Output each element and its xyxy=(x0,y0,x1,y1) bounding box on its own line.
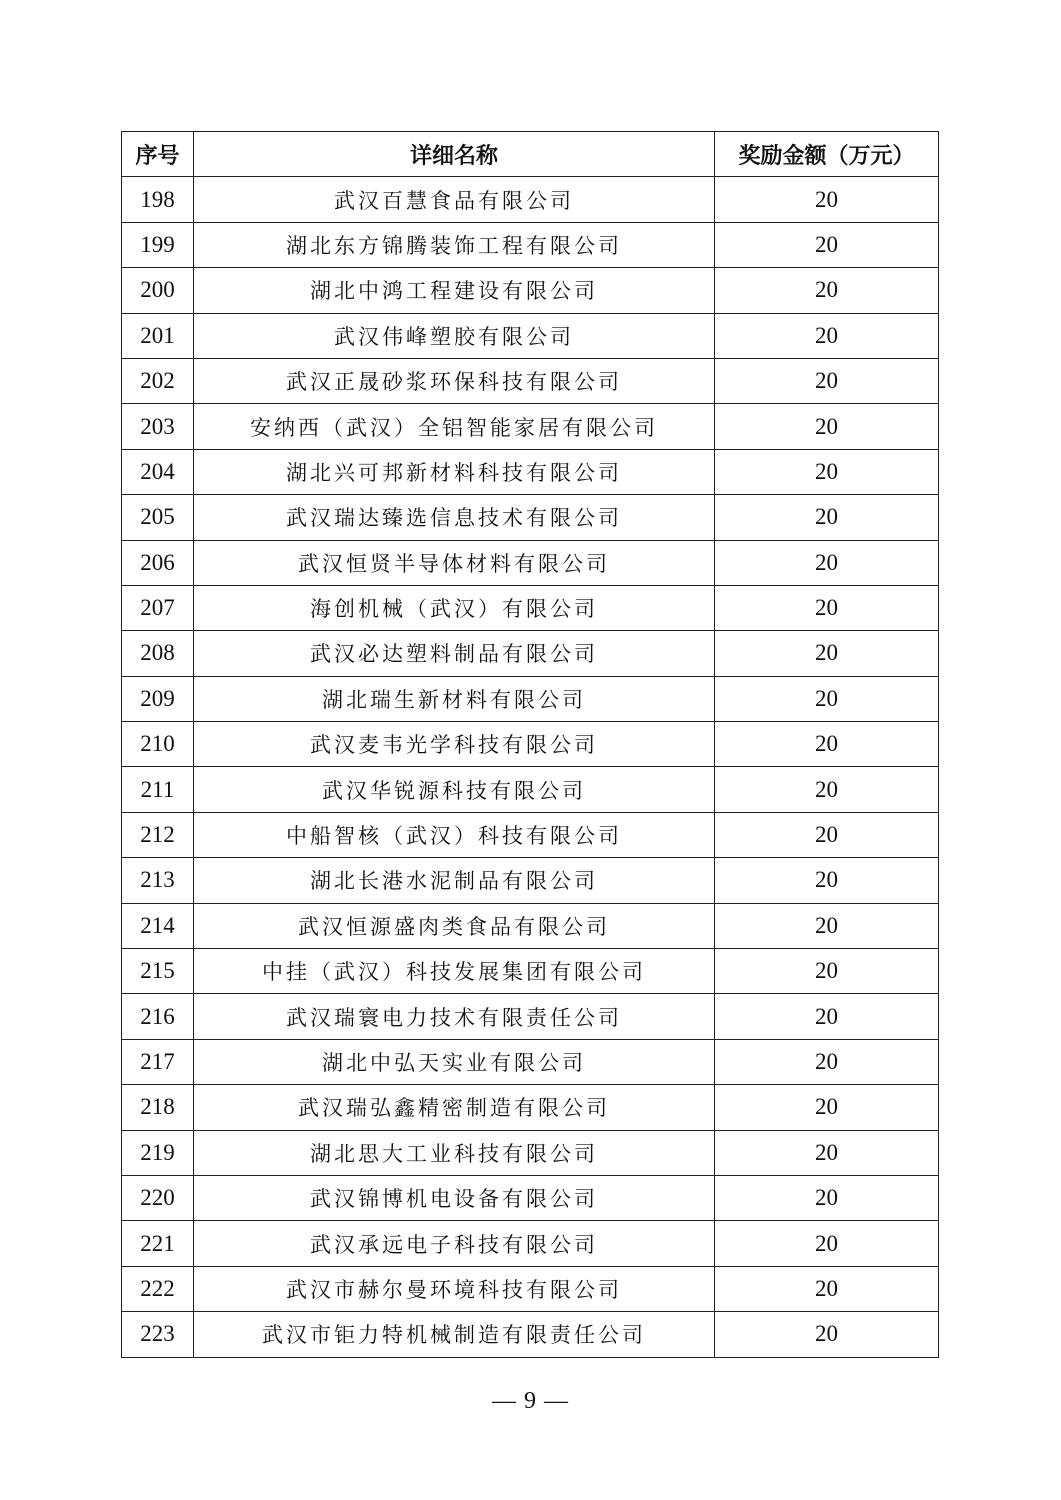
row-seq: 220 xyxy=(122,1175,194,1220)
row-company-name: 武汉市钜力特机械制造有限责任公司 xyxy=(194,1312,715,1357)
row-company-name: 湖北瑞生新材料有限公司 xyxy=(194,676,715,721)
row-award-amount: 20 xyxy=(715,1130,939,1175)
row-seq: 215 xyxy=(122,949,194,994)
row-company-name: 武汉市赫尔曼环境科技有限公司 xyxy=(194,1266,715,1311)
row-company-name: 武汉百慧食品有限公司 xyxy=(194,177,715,222)
header-name: 详细名称 xyxy=(194,132,715,177)
row-company-name: 安纳西（武汉）全铝智能家居有限公司 xyxy=(194,404,715,449)
table-row xyxy=(122,1085,939,1130)
table-row xyxy=(122,631,939,676)
row-company-name: 武汉瑞寰电力技术有限责任公司 xyxy=(194,994,715,1039)
table-row xyxy=(122,222,939,267)
row-company-name: 武汉恒贤半导体材料有限公司 xyxy=(194,540,715,585)
row-seq: 204 xyxy=(122,449,194,494)
row-award-amount: 20 xyxy=(715,1266,939,1311)
row-company-name: 武汉锦博机电设备有限公司 xyxy=(194,1175,715,1220)
table-row xyxy=(122,268,939,313)
row-company-name: 湖北东方锦腾装饰工程有限公司 xyxy=(194,222,715,267)
row-company-name: 武汉伟峰塑胶有限公司 xyxy=(194,313,715,358)
row-award-amount: 20 xyxy=(715,767,939,812)
table-row xyxy=(122,812,939,857)
table-row xyxy=(122,903,939,948)
row-company-name: 湖北中鸿工程建设有限公司 xyxy=(194,268,715,313)
row-company-name: 武汉麦韦光学科技有限公司 xyxy=(194,722,715,767)
row-award-amount: 20 xyxy=(715,540,939,585)
table-row xyxy=(122,177,939,222)
table-header-row xyxy=(122,132,939,177)
row-seq: 222 xyxy=(122,1266,194,1311)
row-award-amount: 20 xyxy=(715,994,939,1039)
row-award-amount: 20 xyxy=(715,858,939,903)
row-seq: 211 xyxy=(122,767,194,812)
row-company-name: 武汉恒源盛肉类食品有限公司 xyxy=(194,903,715,948)
table-row xyxy=(122,404,939,449)
row-seq: 202 xyxy=(122,358,194,403)
row-award-amount: 20 xyxy=(715,404,939,449)
row-award-amount: 20 xyxy=(715,585,939,630)
row-award-amount: 20 xyxy=(715,1039,939,1084)
table-row xyxy=(122,949,939,994)
row-award-amount: 20 xyxy=(715,1085,939,1130)
row-company-name: 湖北兴可邦新材料科技有限公司 xyxy=(194,449,715,494)
table-row xyxy=(122,585,939,630)
row-seq: 223 xyxy=(122,1312,194,1357)
table-row xyxy=(122,495,939,540)
row-company-name: 武汉承远电子科技有限公司 xyxy=(194,1221,715,1266)
row-company-name: 武汉正晟砂浆环保科技有限公司 xyxy=(194,358,715,403)
row-seq: 217 xyxy=(122,1039,194,1084)
row-award-amount: 20 xyxy=(715,631,939,676)
row-company-name: 武汉瑞达臻选信息技术有限公司 xyxy=(194,495,715,540)
page-number: — 9 — xyxy=(492,1388,569,1414)
row-seq: 210 xyxy=(122,722,194,767)
row-award-amount: 20 xyxy=(715,358,939,403)
row-company-name: 湖北思大工业科技有限公司 xyxy=(194,1130,715,1175)
table-row xyxy=(122,722,939,767)
table-row xyxy=(122,449,939,494)
header-seq: 序号 xyxy=(122,132,194,177)
table-row xyxy=(122,1221,939,1266)
row-company-name: 武汉瑞弘鑫精密制造有限公司 xyxy=(194,1085,715,1130)
row-award-amount: 20 xyxy=(715,676,939,721)
row-seq: 214 xyxy=(122,903,194,948)
row-award-amount: 20 xyxy=(715,903,939,948)
row-seq: 221 xyxy=(122,1221,194,1266)
row-award-amount: 20 xyxy=(715,177,939,222)
header-amount: 奖励金额（万元） xyxy=(715,132,939,177)
row-seq: 218 xyxy=(122,1085,194,1130)
row-award-amount: 20 xyxy=(715,1175,939,1220)
row-seq: 205 xyxy=(122,495,194,540)
row-seq: 201 xyxy=(122,313,194,358)
table-row xyxy=(122,1312,939,1357)
row-award-amount: 20 xyxy=(715,268,939,313)
table-row xyxy=(122,994,939,1039)
row-award-amount: 20 xyxy=(715,449,939,494)
row-company-name: 中船智核（武汉）科技有限公司 xyxy=(194,812,715,857)
row-award-amount: 20 xyxy=(715,1221,939,1266)
row-seq: 200 xyxy=(122,268,194,313)
row-seq: 219 xyxy=(122,1130,194,1175)
row-award-amount: 20 xyxy=(715,222,939,267)
row-award-amount: 20 xyxy=(715,812,939,857)
row-award-amount: 20 xyxy=(715,949,939,994)
row-seq: 198 xyxy=(122,177,194,222)
row-seq: 206 xyxy=(122,540,194,585)
row-company-name: 湖北中弘天实业有限公司 xyxy=(194,1039,715,1084)
table-row xyxy=(122,313,939,358)
row-seq: 213 xyxy=(122,858,194,903)
row-company-name: 武汉华锐源科技有限公司 xyxy=(194,767,715,812)
row-seq: 208 xyxy=(122,631,194,676)
row-award-amount: 20 xyxy=(715,1312,939,1357)
table-row xyxy=(122,1266,939,1311)
table-row xyxy=(122,358,939,403)
table-row xyxy=(122,540,939,585)
table-row xyxy=(122,1175,939,1220)
table-row xyxy=(122,1130,939,1175)
row-seq: 209 xyxy=(122,676,194,721)
row-seq: 199 xyxy=(122,222,194,267)
row-company-name: 海创机械（武汉）有限公司 xyxy=(194,585,715,630)
award-table xyxy=(121,131,939,1358)
row-company-name: 湖北长港水泥制品有限公司 xyxy=(194,858,715,903)
row-seq: 216 xyxy=(122,994,194,1039)
table-row xyxy=(122,767,939,812)
row-award-amount: 20 xyxy=(715,495,939,540)
table-row xyxy=(122,858,939,903)
table-row xyxy=(122,676,939,721)
row-award-amount: 20 xyxy=(715,313,939,358)
table-row xyxy=(122,1039,939,1084)
row-company-name: 中挂（武汉）科技发展集团有限公司 xyxy=(194,949,715,994)
table-body xyxy=(122,177,939,1357)
row-company-name: 武汉必达塑料制品有限公司 xyxy=(194,631,715,676)
row-seq: 203 xyxy=(122,404,194,449)
row-award-amount: 20 xyxy=(715,722,939,767)
row-seq: 207 xyxy=(122,585,194,630)
row-seq: 212 xyxy=(122,812,194,857)
